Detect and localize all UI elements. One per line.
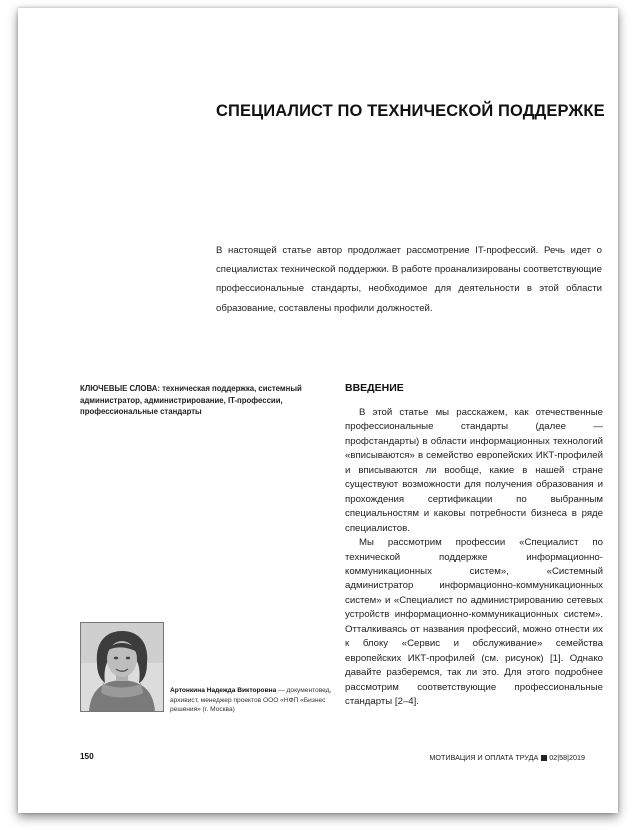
- author-caption: [170, 686, 335, 715]
- journal-name: МОТИВАЦИЯ И ОПЛАТА ТРУДА: [429, 753, 539, 762]
- journal-page: [18, 8, 618, 813]
- author-photo: [80, 622, 164, 712]
- author-description: — документовед, архивист, менеджер проектов ООО «НФП «Бизнес решения» (г. Москва): [170, 687, 332, 714]
- square-bullet-icon: [541, 755, 547, 761]
- journal-footer: [429, 753, 585, 762]
- intro-paragraph-2: Мы рассмотрим профессии «Специалист по технической поддержке информационно-коммуникационных систем», «Системный администратор информационно-коммуникационных систем» и «Специалист по администрированию сетевых устройств информационно-коммуникационных систем». Отталкиваясь от названия профессий, можно отнести их к блоку «Сервис и обслуживание» семейства европейских ИКТ-профилей (см. рисунок) [1]. Однако давайте разберемся, так ли это. Для этого подробнее рассмотрим соответствующие профессиональные стандарты [2–4].: [345, 537, 603, 708]
- author-name: Артонкина Надежда Викторовна: [170, 687, 277, 694]
- article-abstract: В настоящей статье автор продолжает рассмотрение IT-профессий. Речь идет о специалистах технической поддержки. В работе проанализированы соответствующие профессиональные стандарты, необходимое для деятельности в этой области образование, составлены профили должностей.: [216, 245, 602, 314]
- intro-section: [345, 382, 603, 710]
- journal-issue: 02|58|2019: [549, 753, 585, 762]
- keywords-label: КЛЮЧЕВЫЕ СЛОВА:: [80, 384, 160, 393]
- article-title: СПЕЦИАЛИСТ ПО ТЕХНИЧЕСКОЙ ПОДДЕРЖКЕ: [216, 102, 605, 120]
- intro-paragraph-1: В этой статье мы расскажем, как отечественные профессиональные стандарты (далее — профстандарты) в области информационных технологий «вписываются» в семейство европейских ИКТ-профилей и вписываются ли вообще, какие в нашей стране существуют возможности для получения образования и прохождения сертификации по выбранным специальностям и каковы потребности бизнеса в ряде специалистов.: [345, 407, 603, 534]
- keywords-block: [80, 383, 330, 418]
- intro-heading: ВВЕДЕНИЕ: [345, 382, 404, 394]
- page-number: 150: [80, 752, 94, 761]
- author-portrait-icon: [81, 623, 163, 711]
- keywords-text: техническая поддержка, системный администратор, администрирование, IT-профессии, профессиональные стандарты: [80, 384, 302, 417]
